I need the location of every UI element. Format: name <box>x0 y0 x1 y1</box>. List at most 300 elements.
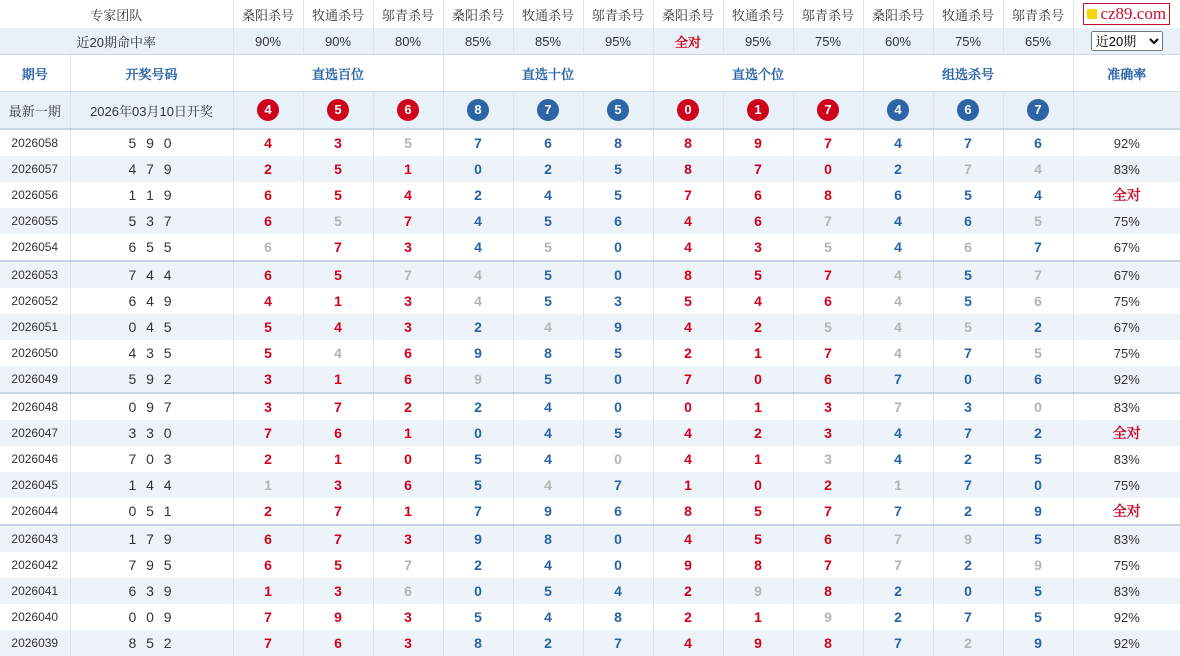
kill-number: 4 <box>513 446 583 472</box>
issue-number: 2026052 <box>0 288 70 314</box>
kill-number: 2 <box>933 630 1003 656</box>
col-group-tens: 直选十位 <box>443 55 653 92</box>
prediction-ball: 7 <box>817 99 839 121</box>
kill-number: 5 <box>443 446 513 472</box>
kill-number: 2 <box>723 314 793 340</box>
draw-number: 6 5 5 <box>70 234 233 261</box>
kill-number: 7 <box>863 525 933 552</box>
kill-number: 0 <box>723 366 793 393</box>
kill-number: 6 <box>1003 366 1073 393</box>
kill-number: 5 <box>583 420 653 446</box>
kill-number: 0 <box>1003 393 1073 420</box>
hit-rate: 60% <box>863 28 933 55</box>
kill-number: 9 <box>443 525 513 552</box>
kill-number: 4 <box>653 525 723 552</box>
kill-number: 5 <box>1003 340 1073 366</box>
kill-number: 8 <box>513 340 583 366</box>
draw-number: 6 3 9 <box>70 578 233 604</box>
latest-accuracy <box>1073 92 1180 130</box>
table-row <box>0 498 1180 525</box>
kill-number: 5 <box>933 182 1003 208</box>
draw-number: 0 9 7 <box>70 393 233 420</box>
hit-rate: 75% <box>933 28 1003 55</box>
kill-number: 9 <box>583 314 653 340</box>
kill-number: 1 <box>723 604 793 630</box>
draw-number: 1 4 4 <box>70 472 233 498</box>
kill-number: 7 <box>303 234 373 261</box>
table-row <box>0 208 1180 234</box>
accuracy-value: 67% <box>1073 261 1180 288</box>
kill-number: 7 <box>1003 261 1073 288</box>
kill-number: 6 <box>793 366 863 393</box>
kill-number: 6 <box>373 472 443 498</box>
kill-number: 1 <box>373 156 443 182</box>
hit-rate: 85% <box>443 28 513 55</box>
kill-number: 3 <box>303 129 373 156</box>
issue-number: 2026039 <box>0 630 70 656</box>
expert-name: 牧通杀号 <box>933 0 1003 28</box>
kill-number: 0 <box>583 446 653 472</box>
kill-number: 7 <box>793 498 863 525</box>
kill-number: 6 <box>1003 288 1073 314</box>
draw-number: 4 7 9 <box>70 156 233 182</box>
col-issue: 期号 <box>0 55 70 92</box>
col-group-units: 直选个位 <box>653 55 863 92</box>
kill-number: 5 <box>303 156 373 182</box>
kill-number: 5 <box>513 366 583 393</box>
accuracy-value: 75% <box>1073 208 1180 234</box>
kill-number: 5 <box>933 261 1003 288</box>
kill-number: 4 <box>303 340 373 366</box>
expert-name: 牧通杀号 <box>723 0 793 28</box>
kill-number: 7 <box>583 630 653 656</box>
kill-number: 2 <box>443 182 513 208</box>
table-row <box>0 261 1180 288</box>
kill-number: 2 <box>513 630 583 656</box>
kill-number: 4 <box>303 314 373 340</box>
kill-number: 1 <box>863 472 933 498</box>
col-group-hundreds: 直选百位 <box>233 55 443 92</box>
kill-number: 4 <box>1003 156 1073 182</box>
kill-number: 2 <box>1003 420 1073 446</box>
kill-number: 5 <box>303 182 373 208</box>
team-label: 专家团队 <box>0 0 233 28</box>
table-row <box>0 182 1180 208</box>
accuracy-value: 67% <box>1073 234 1180 261</box>
kill-number: 4 <box>443 234 513 261</box>
kill-number: 0 <box>723 472 793 498</box>
kill-number: 0 <box>583 234 653 261</box>
kill-number: 6 <box>233 182 303 208</box>
kill-number: 3 <box>303 472 373 498</box>
kill-number: 7 <box>373 208 443 234</box>
prediction-ball: 6 <box>957 99 979 121</box>
cz89-logo[interactable] <box>1083 3 1170 25</box>
table-row <box>0 552 1180 578</box>
kill-number: 5 <box>1003 208 1073 234</box>
kill-number: 8 <box>793 630 863 656</box>
kill-number: 3 <box>373 604 443 630</box>
kill-number: 0 <box>583 525 653 552</box>
kill-number: 5 <box>933 288 1003 314</box>
kill-number: 9 <box>303 604 373 630</box>
kill-number: 5 <box>513 288 583 314</box>
accuracy-value: 83% <box>1113 399 1140 415</box>
kill-number: 5 <box>443 472 513 498</box>
expert-name: 邬青杀号 <box>373 0 443 28</box>
issue-number: 2026058 <box>0 129 70 156</box>
kill-number: 4 <box>443 208 513 234</box>
kill-number: 7 <box>933 129 1003 156</box>
kill-number: 7 <box>933 604 1003 630</box>
kill-number: 4 <box>863 208 933 234</box>
kill-number: 9 <box>723 578 793 604</box>
kill-number: 0 <box>653 393 723 420</box>
kill-number: 0 <box>933 578 1003 604</box>
kill-number: 1 <box>233 578 303 604</box>
kill-number: 5 <box>933 314 1003 340</box>
prediction-ball: 7 <box>1027 99 1049 121</box>
accuracy-value: 92% <box>1113 609 1140 625</box>
accuracy-value: 92% <box>1073 630 1180 656</box>
issue-number: 2026047 <box>0 420 70 446</box>
kill-number: 1 <box>373 498 443 525</box>
draw-number: 7 0 3 <box>70 446 233 472</box>
kill-number: 6 <box>233 261 303 288</box>
prediction-ball: 6 <box>397 99 419 121</box>
kill-number: 7 <box>793 129 863 156</box>
kill-number: 2 <box>653 340 723 366</box>
draw-number: 1 1 9 <box>70 182 233 208</box>
expert-name: 邬青杀号 <box>583 0 653 28</box>
draw-number: 3 3 0 <box>70 420 233 446</box>
expert-name: 牧通杀号 <box>303 0 373 28</box>
kill-number: 5 <box>513 234 583 261</box>
hit-rate: 65% <box>1003 28 1073 55</box>
kill-number: 1 <box>303 288 373 314</box>
accuracy-value: 75% <box>1113 293 1140 309</box>
issue-number: 2026044 <box>0 498 70 525</box>
kill-number: 1 <box>723 446 793 472</box>
kill-number: 4 <box>583 578 653 604</box>
kill-number: 8 <box>513 525 583 552</box>
issue-number: 2026056 <box>0 182 70 208</box>
kill-number: 0 <box>443 156 513 182</box>
issue-number: 2026050 <box>0 340 70 366</box>
kill-number: 4 <box>863 129 933 156</box>
table-row <box>0 446 1180 472</box>
kill-number: 4 <box>653 420 723 446</box>
kill-number: 6 <box>793 525 863 552</box>
kill-number: 0 <box>933 366 1003 393</box>
expert-name: 桑阳杀号 <box>653 0 723 28</box>
kill-number: 2 <box>933 446 1003 472</box>
kill-number: 1 <box>373 420 443 446</box>
issue-number: 2026040 <box>0 604 70 630</box>
kill-number: 5 <box>723 525 793 552</box>
kill-number: 7 <box>373 261 443 288</box>
kill-number: 4 <box>513 314 583 340</box>
kill-number: 2 <box>1003 314 1073 340</box>
kill-number: 3 <box>723 234 793 261</box>
kill-number: 7 <box>793 552 863 578</box>
kill-number: 2 <box>933 498 1003 525</box>
kill-number: 6 <box>233 552 303 578</box>
kill-number: 2 <box>443 393 513 420</box>
kill-number: 4 <box>863 234 933 261</box>
kill-number: 0 <box>373 446 443 472</box>
history-rows <box>0 129 1180 656</box>
kill-number: 6 <box>373 340 443 366</box>
kill-number: 0 <box>793 156 863 182</box>
prediction-ball: 4 <box>887 99 909 121</box>
accuracy-value: 67% <box>1073 314 1180 340</box>
expert-name: 桑阳杀号 <box>233 0 303 28</box>
kill-number: 7 <box>793 261 863 288</box>
kill-number: 6 <box>233 525 303 552</box>
prediction-ball: 8 <box>467 99 489 121</box>
kill-number: 1 <box>303 366 373 393</box>
kill-number: 0 <box>583 366 653 393</box>
kill-number: 3 <box>793 446 863 472</box>
kill-number: 4 <box>373 182 443 208</box>
kill-number: 3 <box>793 420 863 446</box>
kill-number: 4 <box>653 208 723 234</box>
kill-number: 5 <box>1003 578 1073 604</box>
latest-label: 最新一期 <box>0 92 70 130</box>
kill-number: 4 <box>653 446 723 472</box>
kill-number: 6 <box>863 182 933 208</box>
kill-number: 9 <box>793 604 863 630</box>
table-row <box>0 234 1180 261</box>
expert-name: 桑阳杀号 <box>863 0 933 28</box>
kill-number: 6 <box>933 208 1003 234</box>
kill-number: 2 <box>653 578 723 604</box>
latest-date: 2026年03月10日开奖 <box>70 92 233 130</box>
kill-number: 2 <box>443 314 513 340</box>
kill-number: 9 <box>1003 630 1073 656</box>
logo-cell <box>1073 0 1180 28</box>
kill-number: 2 <box>793 472 863 498</box>
kill-number: 1 <box>303 446 373 472</box>
latest-row <box>0 92 1180 130</box>
kill-number: 6 <box>583 208 653 234</box>
kill-number: 7 <box>303 498 373 525</box>
kill-number: 2 <box>723 420 793 446</box>
kill-number: 7 <box>443 129 513 156</box>
kill-number: 5 <box>1003 525 1073 552</box>
issue-number: 2026046 <box>0 446 70 472</box>
kill-number: 0 <box>583 261 653 288</box>
kill-number: 4 <box>863 446 933 472</box>
kill-number: 2 <box>513 156 583 182</box>
kill-number: 0 <box>583 393 653 420</box>
kill-number: 8 <box>793 578 863 604</box>
kill-number: 2 <box>233 498 303 525</box>
hit-rate: 80% <box>373 28 443 55</box>
kill-number: 3 <box>233 366 303 393</box>
kill-number: 4 <box>653 234 723 261</box>
kill-number: 7 <box>233 604 303 630</box>
issue-number: 2026048 <box>0 393 70 420</box>
kill-number: 8 <box>653 156 723 182</box>
kill-number: 8 <box>583 604 653 630</box>
expert-header-row <box>0 0 1180 28</box>
accuracy-value: 全对 <box>1112 187 1141 203</box>
kill-number: 9 <box>653 552 723 578</box>
kill-number: 4 <box>513 604 583 630</box>
table-row <box>0 393 1180 420</box>
prediction-ball: 5 <box>327 99 349 121</box>
draw-number: 6 4 9 <box>70 288 233 314</box>
prediction-ball: 7 <box>537 99 559 121</box>
period-select[interactable] <box>1091 31 1163 51</box>
kill-number: 5 <box>583 340 653 366</box>
kill-number: 5 <box>723 261 793 288</box>
kill-number: 5 <box>303 261 373 288</box>
kill-number: 4 <box>443 261 513 288</box>
kill-number: 7 <box>863 393 933 420</box>
kill-number: 7 <box>233 630 303 656</box>
kill-number: 6 <box>723 208 793 234</box>
kill-number: 0 <box>443 420 513 446</box>
kill-number: 2 <box>863 604 933 630</box>
hit-rate: 85% <box>513 28 583 55</box>
kill-number: 3 <box>793 393 863 420</box>
draw-number: 7 9 5 <box>70 552 233 578</box>
accuracy-value: 75% <box>1073 472 1180 498</box>
issue-number: 2026055 <box>0 208 70 234</box>
kill-number: 3 <box>373 525 443 552</box>
table-row <box>0 578 1180 604</box>
kill-number: 4 <box>513 393 583 420</box>
kill-number: 2 <box>233 446 303 472</box>
kill-number: 3 <box>373 630 443 656</box>
accuracy-value: 全对 <box>1073 498 1180 525</box>
kill-number: 4 <box>513 552 583 578</box>
kill-number: 5 <box>373 129 443 156</box>
kill-number: 0 <box>1003 472 1073 498</box>
issue-number: 2026053 <box>0 261 70 288</box>
kill-number: 6 <box>933 234 1003 261</box>
kill-number: 7 <box>1003 234 1073 261</box>
kill-number: 7 <box>933 156 1003 182</box>
accuracy-value: 全对 <box>1073 420 1180 446</box>
col-group-combo: 组选杀号 <box>863 55 1073 92</box>
kill-number: 3 <box>373 314 443 340</box>
kill-number: 9 <box>1003 498 1073 525</box>
kill-number: 4 <box>863 314 933 340</box>
kill-number: 4 <box>863 340 933 366</box>
issue-number: 2026054 <box>0 234 70 261</box>
kill-number: 4 <box>513 420 583 446</box>
kill-number: 4 <box>1003 182 1073 208</box>
kill-number: 3 <box>233 393 303 420</box>
draw-number: 0 5 1 <box>70 498 233 525</box>
kill-number: 7 <box>723 156 793 182</box>
kill-number: 5 <box>583 182 653 208</box>
kill-number: 6 <box>233 234 303 261</box>
accuracy-value: 92% <box>1113 135 1140 151</box>
kill-number: 6 <box>373 578 443 604</box>
kill-number: 5 <box>443 604 513 630</box>
kill-number: 8 <box>443 630 513 656</box>
accuracy-value: 92% <box>1073 366 1180 393</box>
kill-number: 6 <box>233 208 303 234</box>
kill-number: 8 <box>653 129 723 156</box>
accuracy-value: 83% <box>1073 525 1180 552</box>
kill-number: 5 <box>793 314 863 340</box>
table-row <box>0 129 1180 156</box>
table-row <box>0 340 1180 366</box>
expert-name: 桑阳杀号 <box>443 0 513 28</box>
kill-number: 3 <box>583 288 653 314</box>
draw-number: 4 3 5 <box>70 340 233 366</box>
accuracy-value: 83% <box>1073 156 1180 182</box>
kill-number: 4 <box>653 630 723 656</box>
kill-number: 9 <box>723 630 793 656</box>
kill-number: 6 <box>303 630 373 656</box>
accuracy-value: 83% <box>1073 578 1180 604</box>
kill-number: 9 <box>513 498 583 525</box>
issue-number: 2026043 <box>0 525 70 552</box>
table-row <box>0 472 1180 498</box>
issue-number: 2026057 <box>0 156 70 182</box>
hit-rate-label: 近20期命中率 <box>0 28 233 55</box>
kill-number: 4 <box>233 129 303 156</box>
kill-number: 7 <box>793 208 863 234</box>
kill-number: 7 <box>863 366 933 393</box>
hit-rate: 95% <box>723 28 793 55</box>
kill-number: 5 <box>513 208 583 234</box>
kill-number: 4 <box>723 288 793 314</box>
period-select-cell <box>1073 28 1180 55</box>
issue-number: 2026041 <box>0 578 70 604</box>
table-row <box>0 525 1180 552</box>
kill-number: 1 <box>723 393 793 420</box>
table-row <box>0 314 1180 340</box>
prediction-ball: 1 <box>747 99 769 121</box>
expert-name: 邬青杀号 <box>793 0 863 28</box>
kill-number: 6 <box>1003 129 1073 156</box>
kill-number: 2 <box>233 156 303 182</box>
kill-number: 1 <box>653 472 723 498</box>
kill-number: 7 <box>933 340 1003 366</box>
kill-number: 3 <box>933 393 1003 420</box>
hit-rate: 95% <box>583 28 653 55</box>
kill-number: 7 <box>653 366 723 393</box>
kill-number: 7 <box>863 552 933 578</box>
kill-number: 8 <box>653 261 723 288</box>
kill-number: 3 <box>303 578 373 604</box>
prediction-ball: 4 <box>257 99 279 121</box>
kill-number: 5 <box>233 340 303 366</box>
kill-number: 9 <box>723 129 793 156</box>
kill-number: 8 <box>793 182 863 208</box>
kill-number: 0 <box>583 552 653 578</box>
issue-number: 2026049 <box>0 366 70 393</box>
hit-rate: 90% <box>303 28 373 55</box>
kill-number: 2 <box>373 393 443 420</box>
kill-number: 0 <box>443 578 513 604</box>
kill-number: 5 <box>1003 604 1073 630</box>
kill-number: 7 <box>863 498 933 525</box>
kill-number: 6 <box>303 420 373 446</box>
kill-number: 5 <box>513 261 583 288</box>
kill-number: 1 <box>723 340 793 366</box>
kill-number: 7 <box>233 420 303 446</box>
table-row <box>0 366 1180 393</box>
